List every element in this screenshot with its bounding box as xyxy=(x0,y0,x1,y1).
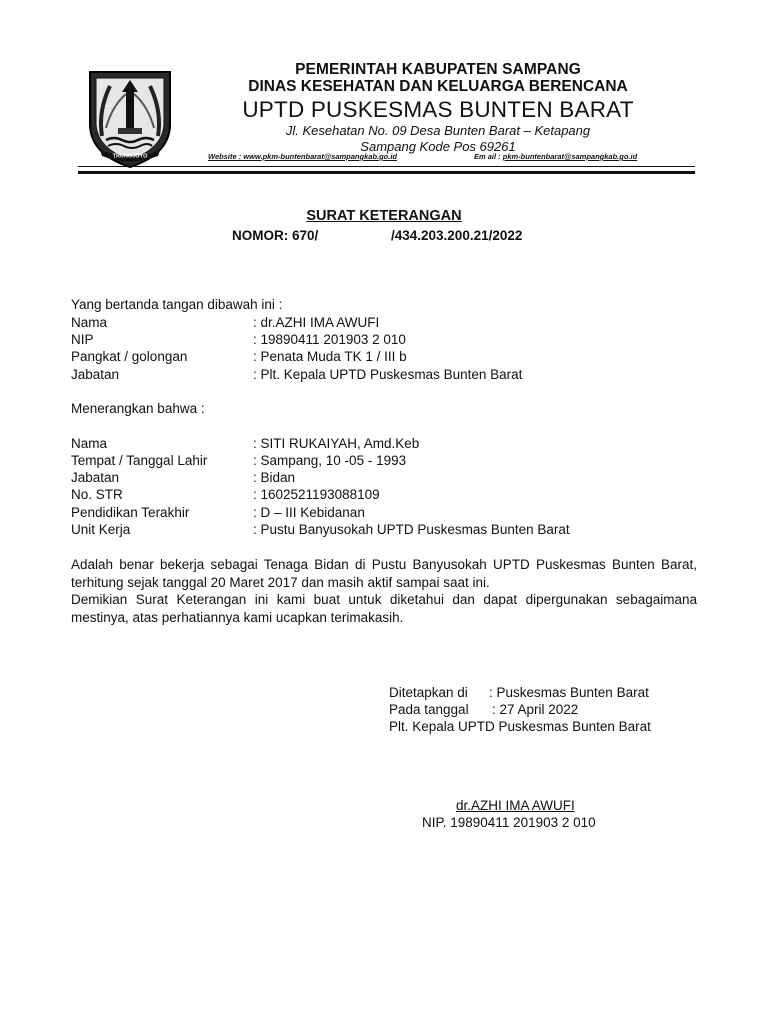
subject-value: : Bidan xyxy=(253,470,296,485)
signer-value: : dr.AZHI IMA AWUFI xyxy=(253,315,380,330)
signer-label: Pangkat / golongan xyxy=(71,349,188,364)
signer-name: dr.AZHI IMA AWUFI xyxy=(456,798,575,813)
regency-emblem-logo xyxy=(86,66,174,170)
statement-paragraph: Adalah benar bekerja sebagai Tenaga Bidan di Pustu Banyusokah UPTD Puskesmas Bunten Barat, terhitung sejak tanggal 20 Maret 2017 dan masih aktif sampai saat ini. xyxy=(71,557,697,590)
letterhead-email xyxy=(474,152,637,161)
subject-value: : Sampang, 10 -05 - 1993 xyxy=(253,453,407,468)
logo-ribbon-text: TRUNOJOYO xyxy=(112,153,148,160)
email-link[interactable]: pkm-buntenbarat@sampangkab.go.id xyxy=(502,152,638,161)
subject-value: : D – III Kebidanan xyxy=(253,505,365,520)
tanggal-label: Pada tanggal xyxy=(389,702,469,717)
subject-label: Pendidikan Terakhir xyxy=(71,505,190,520)
signer-position: Plt. Kepala UPTD Puskesmas Bunten Barat xyxy=(389,719,651,734)
letterhead-city: Sampang Kode Pos 69261 xyxy=(360,139,516,154)
subject-value: : 1602521193088109 xyxy=(253,487,380,502)
subject-label: Unit Kerja xyxy=(71,522,131,537)
subject-value: : Pustu Banyusokah UPTD Puskesmas Bunten Barat xyxy=(253,522,570,537)
intro-text: Yang bertanda tangan dibawah ini : xyxy=(71,297,283,312)
signer-value: : Plt. Kepala UPTD Puskesmas Bunten Barat xyxy=(253,367,523,382)
signer-nip: NIP. 19890411 201903 2 010 xyxy=(422,815,596,830)
subject-value: : SITI RUKAIYAH, Amd.Keb xyxy=(253,436,420,451)
signer-value: : Penata Muda TK 1 / III b xyxy=(253,349,407,364)
letterhead-website xyxy=(208,152,397,161)
letterhead-department: DINAS KESEHATAN DAN KELUARGA BERENCANA xyxy=(248,78,628,95)
subject-label: Tempat / Tanggal Lahir xyxy=(71,453,208,468)
signer-value: : 19890411 201903 2 010 xyxy=(253,332,406,347)
document-number-prefix: NOMOR: 670/ xyxy=(232,228,319,243)
letterhead-text xyxy=(196,62,680,155)
letterhead-address: Jl. Kesehatan No. 09 Desa Bunten Barat – Ketapang xyxy=(285,123,591,138)
website-link[interactable]: www.pkm-buntenbarat@sampangkab.go.id xyxy=(243,152,398,161)
letterhead-divider-thin xyxy=(78,166,695,167)
subject-label: No. STR xyxy=(71,487,123,502)
letterhead-divider-thick xyxy=(78,171,695,174)
subject-label: Nama xyxy=(71,436,108,451)
subject-label: Jabatan xyxy=(71,470,120,485)
signer-label: Nama xyxy=(71,315,108,330)
menerangkan-text: Menerangkan bahwa : xyxy=(71,401,205,416)
letterhead-government: PEMERINTAH KABUPATEN SAMPANG xyxy=(295,61,581,78)
closing-paragraph: Demikian Surat Keterangan ini kami buat untuk diketahui dan dapat dipergunakan sebagaimana mestinya, atas perhatiannya kami ucapkan terimakasih. xyxy=(71,592,697,625)
email-label: Em ail : xyxy=(474,152,503,161)
document-title: SURAT KETERANGAN xyxy=(306,208,462,224)
ditetapkan-label: Ditetapkan di xyxy=(389,685,468,700)
letterhead-institution: UPTD PUSKESMAS BUNTEN BARAT xyxy=(242,97,634,122)
signer-label: Jabatan xyxy=(71,367,120,382)
document-number-suffix: /434.203.200.21/2022 xyxy=(391,228,523,243)
website-label: Website : xyxy=(208,152,244,161)
ditetapkan-value: : Puskesmas Bunten Barat xyxy=(489,685,649,700)
tanggal-value: : 27 April 2022 xyxy=(492,702,579,717)
signer-label: NIP xyxy=(71,332,94,347)
